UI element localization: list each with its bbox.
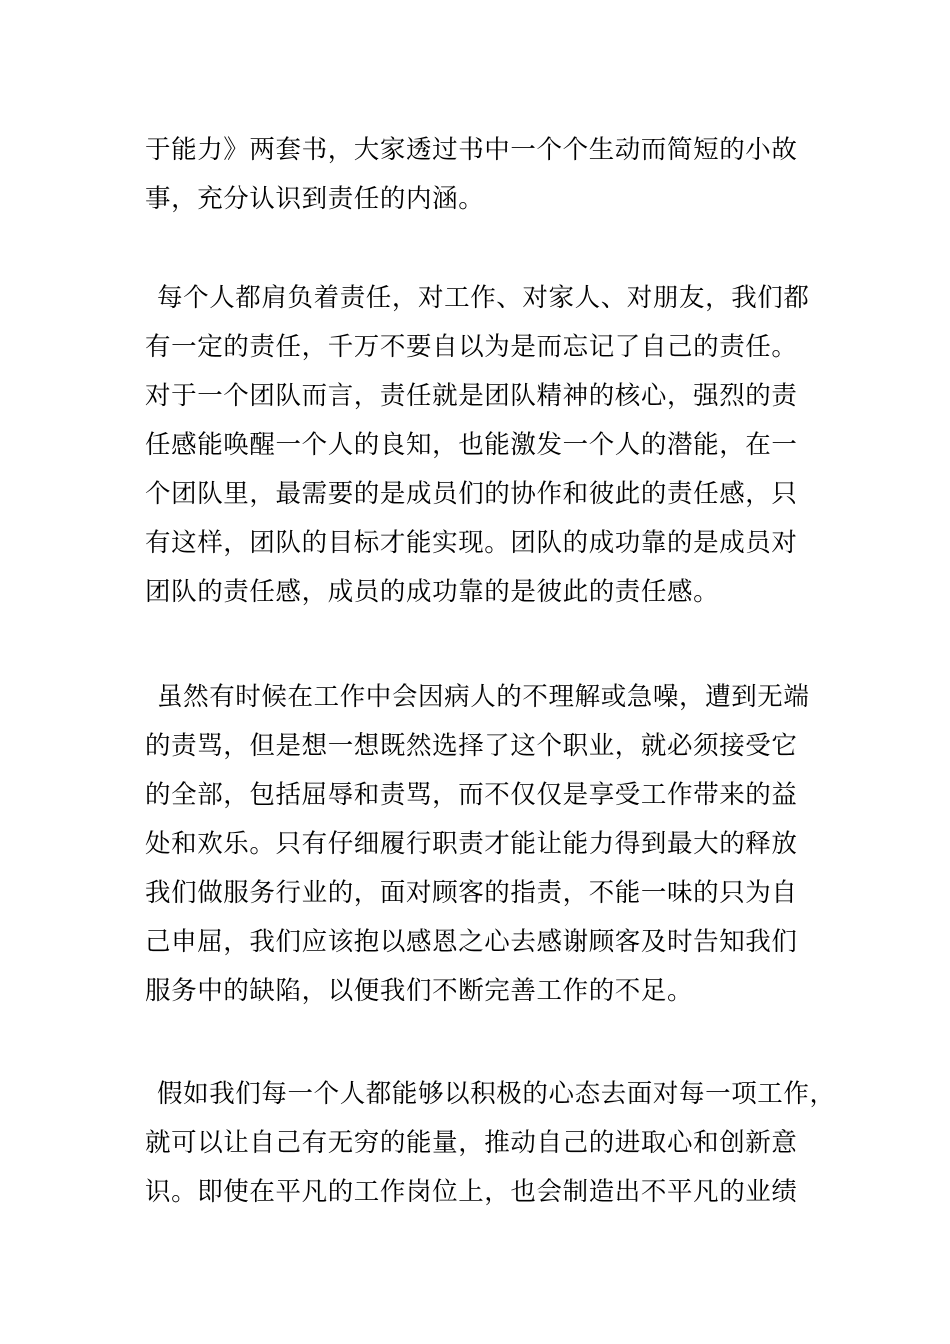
paragraph-3 <box>145 673 815 1016</box>
paragraph-1 <box>145 126 815 224</box>
text-line: 己申屈，我们应该抱以感恩之心去感谢顾客及时告知我们 <box>145 927 798 957</box>
text-line: 的责骂，但是想一想既然选择了这个职业，就必须接受它 <box>145 731 798 761</box>
text-line: 有一定的责任，千万不要自以为是而忘记了自己的责任。 <box>145 332 798 362</box>
text-line: 有这样，团队的目标才能实现。团队的成功靠的是成员对 <box>145 528 798 558</box>
text-line: 虽然有时候在工作中会因病人的不理解或急噪，遭到无端 <box>157 682 810 712</box>
text-line: 每个人都肩负着责任，对工作、对家人、对朋友，我们都 <box>157 283 810 313</box>
text-line: 识。即使在平凡的工作岗位上，也会制造出不平凡的业绩 <box>145 1177 798 1207</box>
text-line: 任感能唤醒一个人的良知，也能激发一个人的潜能，在一 <box>145 430 798 460</box>
text-line: 于能力》两套书，大家透过书中一个个生动而简短的小故 <box>145 135 798 165</box>
text-line: 处和欢乐。只有仔细履行职责才能让能力得到最大的释放 <box>145 829 798 859</box>
text-line: 的全部，包括屈辱和责骂，而不仅仅是享受工作带来的益 <box>145 780 798 810</box>
paragraph-4 <box>145 1070 836 1217</box>
text-line: 就可以让自己有无穷的能量，推动自己的进取心和创新意 <box>145 1128 798 1158</box>
text-line: 团队的责任感，成员的成功靠的是彼此的责任感。 <box>145 577 720 607</box>
text-line: 事，充分认识到责任的内涵。 <box>145 184 485 214</box>
text-line: 个团队里，最需要的是成员们的协作和彼此的责任感，只 <box>145 479 798 509</box>
text-line: 假如我们每一个人都能够以积极的心态去面对每一项工作， <box>157 1079 836 1109</box>
text-line: 对于一个团队而言，责任就是团队精神的核心，强烈的责 <box>145 381 798 411</box>
text-line: 我们做服务行业的，面对顾客的指责，不能一味的只为自 <box>145 878 798 908</box>
paragraph-2 <box>145 274 815 617</box>
text-line: 服务中的缺陷，以便我们不断完善工作的不足。 <box>145 976 694 1006</box>
